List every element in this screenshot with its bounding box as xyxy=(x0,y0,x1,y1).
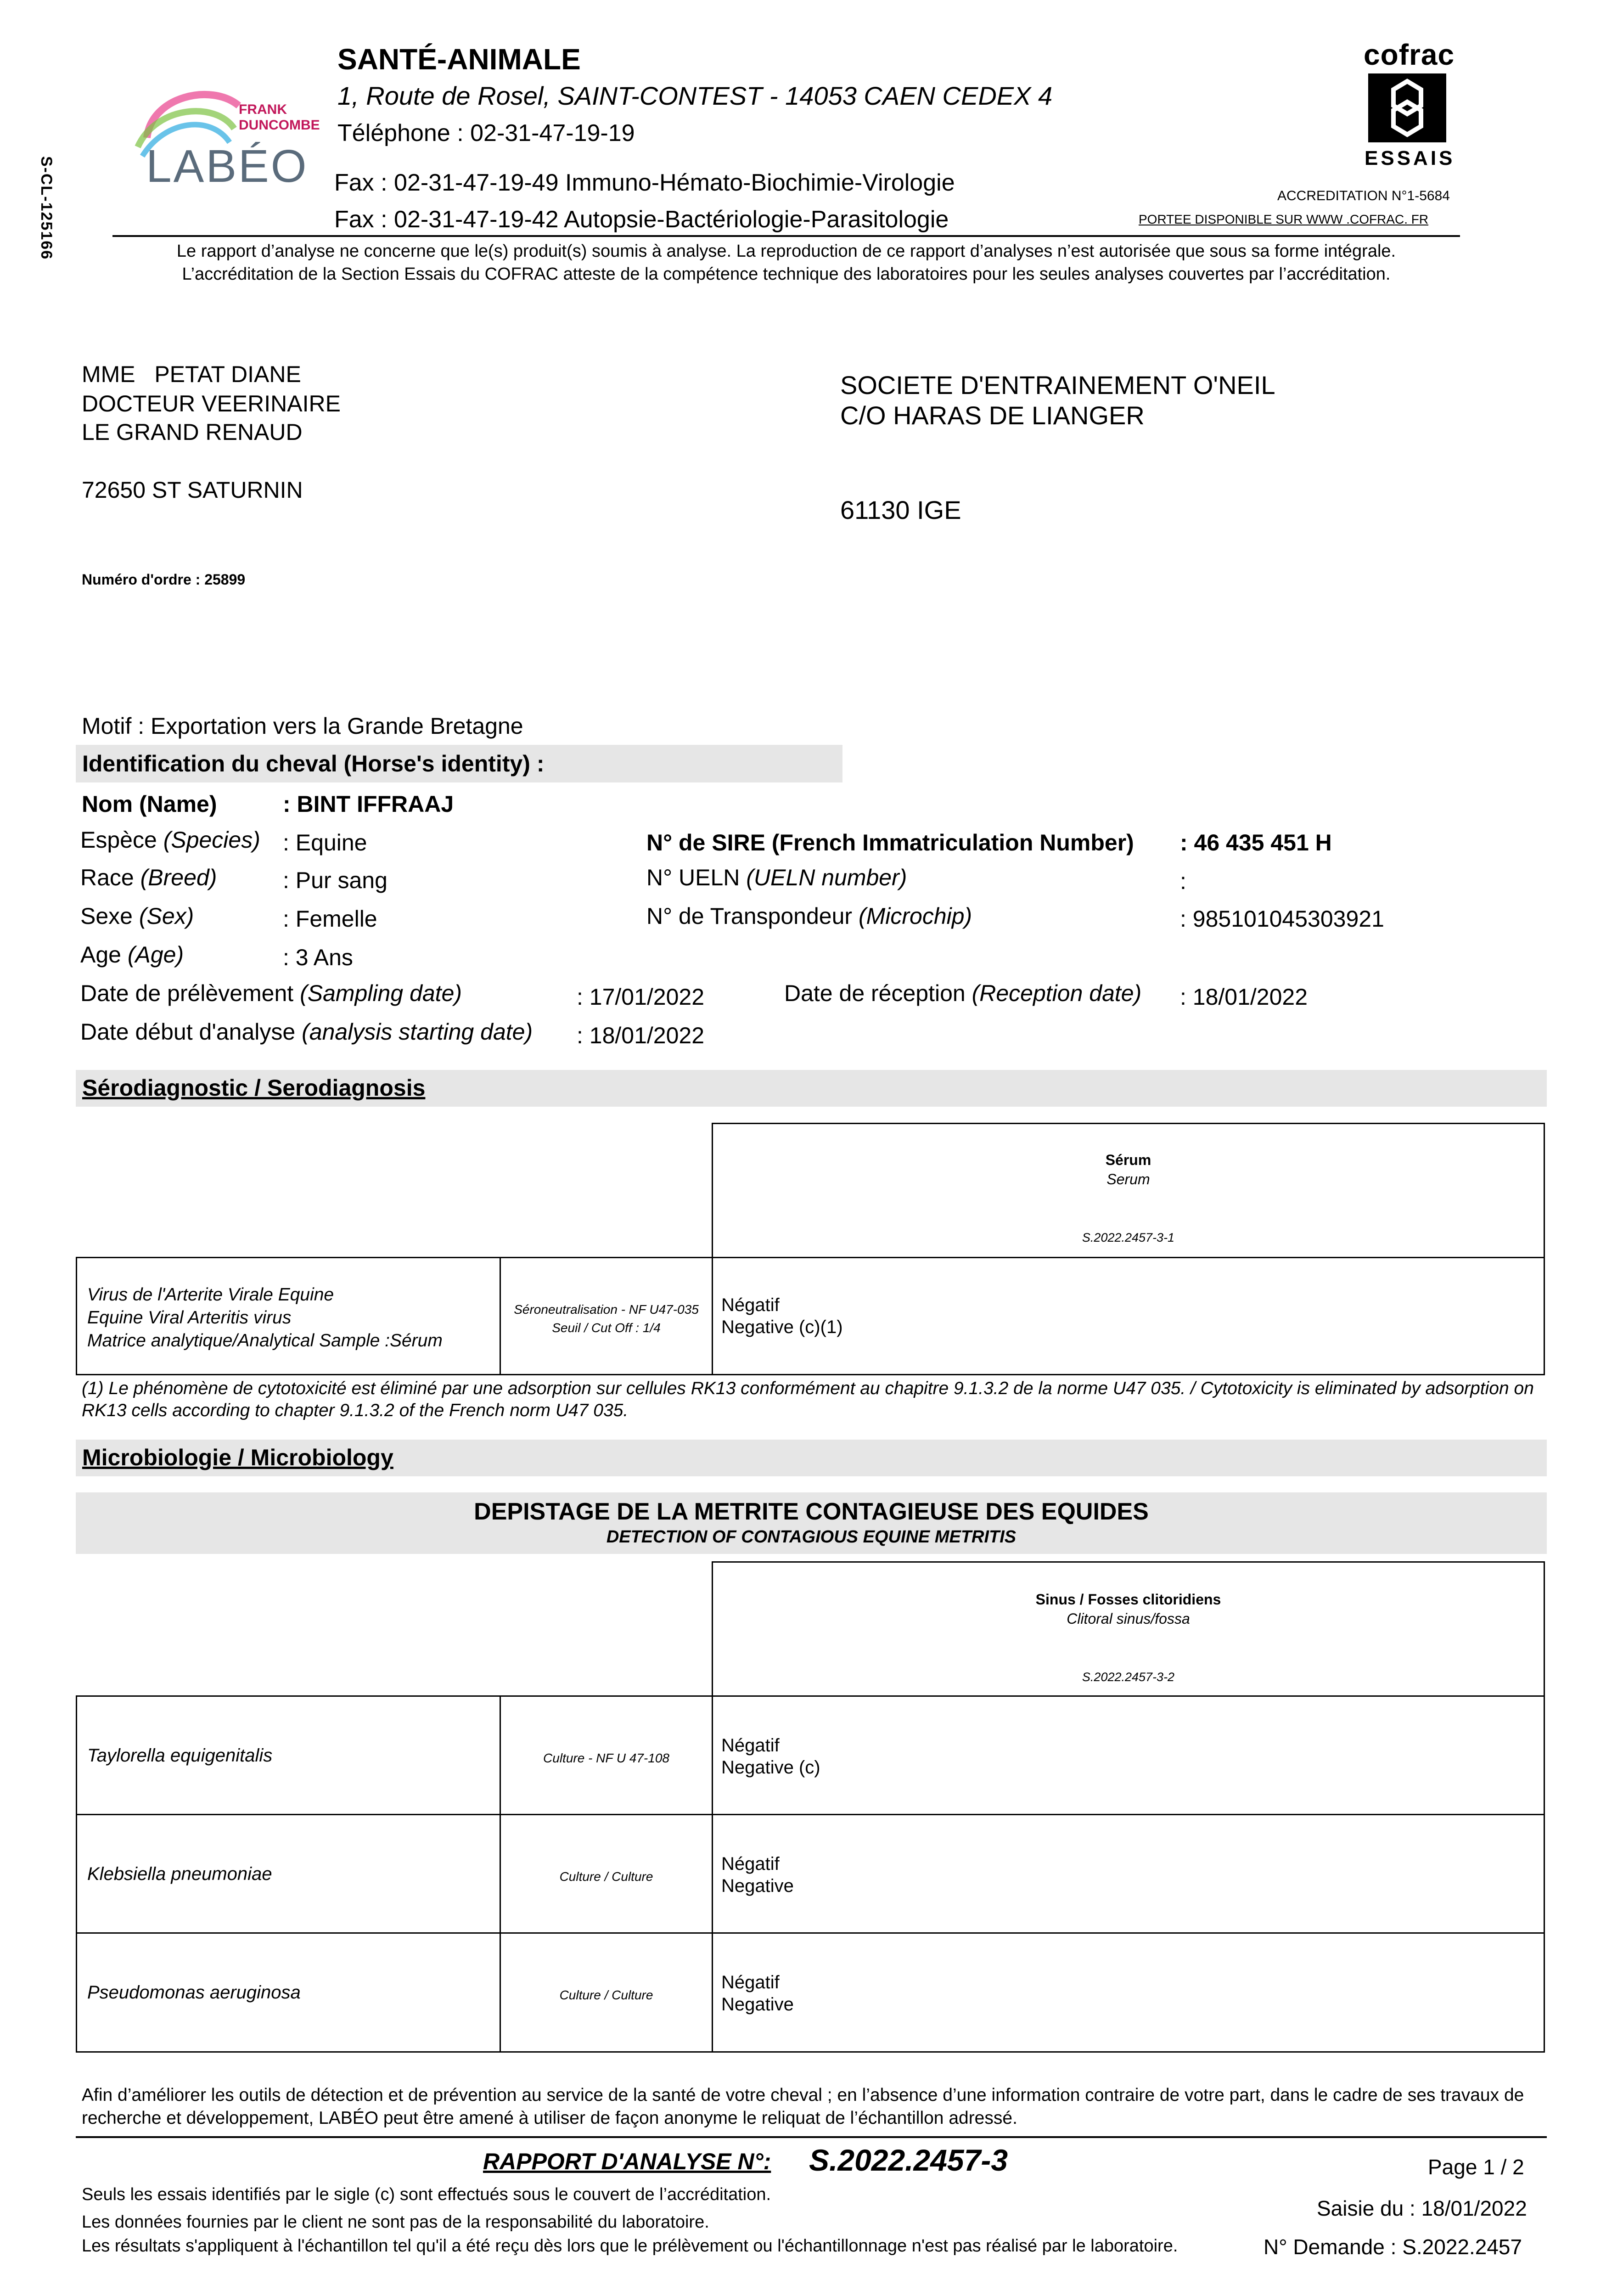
micro-method-label: Culture - NF U 47-108 xyxy=(543,1751,669,1765)
sampling-date-label xyxy=(80,980,462,1007)
serum-column-fr: Sérum xyxy=(1105,1152,1151,1168)
transponder-label-en: (Microchip) xyxy=(858,903,972,929)
micro-method-label: Culture / Culture xyxy=(559,1869,653,1884)
micro-row-result xyxy=(712,1695,1545,1815)
recipient-line-1: MME PETAT DIANE xyxy=(82,361,301,387)
sero-row-result xyxy=(712,1257,1545,1375)
micro-result-en: Negative xyxy=(721,1994,794,2015)
serum-column-ref: S.2022.2457-3-1 xyxy=(1082,1231,1175,1244)
side-code: S-CL-125166 xyxy=(38,156,55,260)
reception-date-value: : 18/01/2022 xyxy=(1180,984,1308,1010)
reception-date-label-en: (Reception date) xyxy=(972,980,1142,1006)
microbiology-title: Microbiologie / Microbiology xyxy=(82,1445,393,1470)
saisie-date: Saisie du : 18/01/2022 xyxy=(1317,2196,1527,2220)
accreditation-number: ACCREDITATION N°1-5684 xyxy=(1277,188,1450,203)
header-divider xyxy=(112,235,1460,237)
serum-column-en: Serum xyxy=(1106,1171,1150,1187)
micro-organism-label: Klebsiella pneumoniae xyxy=(87,1864,272,1884)
lab-phone: Téléphone : 02-31-47-19-19 xyxy=(337,120,635,146)
recipient-line-2: DOCTEUR VEERINAIRE xyxy=(82,391,341,416)
cofrac-essais: ESSAIS xyxy=(1365,147,1455,169)
cem-banner xyxy=(76,1492,1547,1554)
logo-brand-top: FRANK xyxy=(239,102,287,117)
species-value: : Equine xyxy=(283,830,367,855)
sero-analyte-line-1: Virus de l'Arterite Virale Equine xyxy=(87,1285,334,1305)
micro-result-fr: Négatif xyxy=(721,1854,780,1874)
sinus-column-header xyxy=(712,1561,1545,1697)
micro-row-result xyxy=(712,1814,1545,1934)
reception-date-label xyxy=(784,980,1141,1007)
logo-brand-bottom: DUNCOMBE xyxy=(239,118,320,133)
owner-postcode: 61130 IGE xyxy=(840,495,961,524)
ueln-label-en: (UELN number) xyxy=(746,865,907,890)
order-number: Numéro d'ordre : 25899 xyxy=(82,571,246,588)
breed-label-en: (Breed) xyxy=(140,865,217,890)
sinus-column-ref: S.2022.2457-3-2 xyxy=(1082,1670,1175,1684)
serodiagnosis-title: Sérodiagnostic / Serodiagnosis xyxy=(82,1075,426,1101)
micro-row-method xyxy=(500,1932,713,2053)
cofrac-hexagon-icon xyxy=(1366,71,1449,145)
micro-row-organism xyxy=(76,1695,501,1815)
sex-label xyxy=(80,903,194,929)
sinus-column-en: Clitoral sinus/fossa xyxy=(1067,1610,1190,1627)
micro-row-result xyxy=(712,1932,1545,2053)
identity-section-title-text: Identification du cheval (Horse's identity) : xyxy=(82,751,545,777)
sinus-column-fr: Sinus / Fosses clitoridiens xyxy=(1035,1591,1221,1608)
report-number: S.2022.2457-3 xyxy=(809,2143,1008,2177)
lab-title: SANTÉ-ANIMALE xyxy=(337,43,581,76)
micro-organism-label: Pseudomonas aeruginosa xyxy=(87,1982,301,2003)
disclaimer-line-1: Le rapport d’analyse ne concerne que le(s) produit(s) soumis à analyse. La reproduction de ce rapport d’analyses n’est autorisée que sous sa forme intégrale. xyxy=(176,242,1396,261)
micro-row-organism xyxy=(76,1814,501,1934)
start-date-label-en: (analysis starting date) xyxy=(302,1019,533,1045)
micro-row-method xyxy=(500,1814,713,1934)
name-label: Nom (Name) xyxy=(82,791,217,817)
cem-banner-fr: DEPISTAGE DE LA METRITE CONTAGIEUSE DES EQUIDES xyxy=(474,1498,1149,1525)
micro-result-fr: Négatif xyxy=(721,1735,780,1756)
sero-analyte-line-2: Equine Viral Arteritis virus xyxy=(87,1308,292,1328)
age-value: : 3 Ans xyxy=(283,945,353,970)
micro-result-fr: Négatif xyxy=(721,1972,780,1992)
request-number: N° Demande : S.2022.2457 xyxy=(1264,2235,1522,2259)
lab-fax-1: Fax : 02-31-47-19-49 Immuno-Hémato-Biochimie-Virologie xyxy=(334,169,955,196)
logo-name: LABÉO xyxy=(146,141,309,192)
sampling-date-value: : 17/01/2022 xyxy=(577,984,705,1010)
sero-row-method xyxy=(500,1257,713,1375)
breed-label xyxy=(80,864,217,891)
sero-result-en: Negative (c)(1) xyxy=(721,1317,843,1337)
cem-banner-en: DETECTION OF CONTAGIOUS EQUINE METRITIS xyxy=(606,1527,1016,1547)
breed-label-fr: Race xyxy=(80,865,134,890)
footer-divider xyxy=(76,2136,1547,2138)
transponder-label-fr: N° de Transpondeur xyxy=(646,903,853,929)
species-label-fr: Espèce xyxy=(80,827,157,853)
sex-label-fr: Sexe xyxy=(80,903,133,929)
species-label xyxy=(80,827,260,853)
micro-result-en: Negative xyxy=(721,1876,794,1896)
sire-label: N° de SIRE (French Immatriculation Number) xyxy=(646,830,1134,855)
species-label-en: (Species) xyxy=(163,827,260,853)
sampling-date-label-fr: Date de prélèvement xyxy=(80,980,294,1006)
recipient-postcode: 72650 ST SATURNIN xyxy=(82,477,303,503)
sero-method-line-2: Seuil / Cut Off : 1/4 xyxy=(552,1321,661,1335)
sero-row-analyte xyxy=(76,1257,501,1375)
lab-fax-2: Fax : 02-31-47-19-42 Autopsie-Bactériologie-Parasitologie xyxy=(334,206,949,233)
ueln-label xyxy=(646,864,907,891)
age-label-fr: Age xyxy=(80,942,121,968)
serodiagnosis-section xyxy=(76,1070,1547,1107)
cofrac-logo xyxy=(1366,71,1449,145)
ueln-label-fr: N° UELN xyxy=(646,865,740,890)
page-number: Page 1 / 2 xyxy=(1428,2155,1524,2179)
micro-result-en: Negative (c) xyxy=(721,1757,820,1778)
micro-row-organism xyxy=(76,1932,501,2053)
micro-row-method xyxy=(500,1695,713,1815)
lab-address: 1, Route de Rosel, SAINT-CONTEST - 14053 CAEN CEDEX 4 xyxy=(337,81,1053,110)
start-date-value: : 18/01/2022 xyxy=(577,1023,705,1048)
serum-column-header xyxy=(712,1123,1545,1258)
disclaimer-line-2: L’accréditation de la Section Essais du COFRAC atteste de la compétence technique des laboratoires pour les seules analyses couvertes par l’accréditation. xyxy=(182,264,1391,284)
footer-note-3: Les résultats s'appliquent à l'échantillon tel qu'il a été reçu dès lors que le prélèvement ou l'échantillonnage n'est pas réalisé par le laboratoire. xyxy=(82,2236,1178,2256)
report-label: RAPPORT D'ANALYSE N°: xyxy=(483,2149,771,2174)
microbiology-section xyxy=(76,1440,1547,1476)
owner-line-1: SOCIETE D'ENTRAINEMENT O'NEIL xyxy=(840,371,1275,400)
transponder-label xyxy=(646,903,972,929)
micro-organism-label: Taylorella equigenitalis xyxy=(87,1745,273,1766)
identity-section-title xyxy=(76,745,842,782)
sero-method-line-1: Séroneutralisation - NF U47-035 xyxy=(514,1302,699,1317)
sero-result-fr: Négatif xyxy=(721,1295,780,1315)
sero-analyte-line-3: Matrice analytique/Analytical Sample :Sérum xyxy=(87,1331,443,1351)
ueln-value: : xyxy=(1180,868,1186,894)
recipient-line-3: LE GRAND RENAUD xyxy=(82,419,303,445)
sample-reuse-notice: Afin d’améliorer les outils de détection et de prévention au service de la santé de votre cheval ; en l’absence d’une information contraire de votre part, dans le cadre de ses travaux de recherche et développement, LABÉO peut être amené à utiliser de façon anonyme le reliquat de l’échantillon adressé. xyxy=(82,2085,1524,2128)
name-value: : BINT IFFRAAJ xyxy=(283,791,454,817)
transponder-value: : 985101045303921 xyxy=(1180,906,1384,932)
reception-date-label-fr: Date de réception xyxy=(784,980,966,1006)
start-date-label xyxy=(80,1019,533,1045)
owner-line-2: C/O HARAS DE LIANGER xyxy=(840,401,1145,430)
cofrac-name: cofrac xyxy=(1364,38,1455,71)
age-label-en: (Age) xyxy=(127,942,184,968)
start-date-label-fr: Date début d'analyse xyxy=(80,1019,296,1045)
age-label xyxy=(80,941,184,968)
sire-value: : 46 435 451 H xyxy=(1180,830,1332,855)
sampling-date-label-en: (Sampling date) xyxy=(300,980,462,1006)
sex-value: : Femelle xyxy=(283,906,377,932)
breed-value: : Pur sang xyxy=(283,867,387,893)
footer-note-1: Seuls les essais identifiés par le sigle (c) sont effectués sous le couvert de l’accréditation. xyxy=(82,2185,771,2204)
motif: Motif : Exportation vers la Grande Bretagne xyxy=(82,713,523,739)
sero-footnote: (1) Le phénomène de cytotoxicité est éliminé par une adsorption sur cellules RK13 conformément au chapitre 9.1.3.2 de la norme U47 035. / Cytotoxicity is eliminated by adsorption on RK13 cells according to chapter 9.1.3.2 of the French norm U47 035. xyxy=(82,1379,1534,1420)
footer-note-2: Les données fournies par le client ne sont pas de la responsabilité du laboratoire. xyxy=(82,2212,709,2232)
cofrac-link[interactable]: PORTEE DISPONIBLE SUR WWW .COFRAC. FR xyxy=(1139,212,1429,226)
sex-label-en: (Sex) xyxy=(139,903,194,929)
micro-method-label: Culture / Culture xyxy=(559,1988,653,2002)
